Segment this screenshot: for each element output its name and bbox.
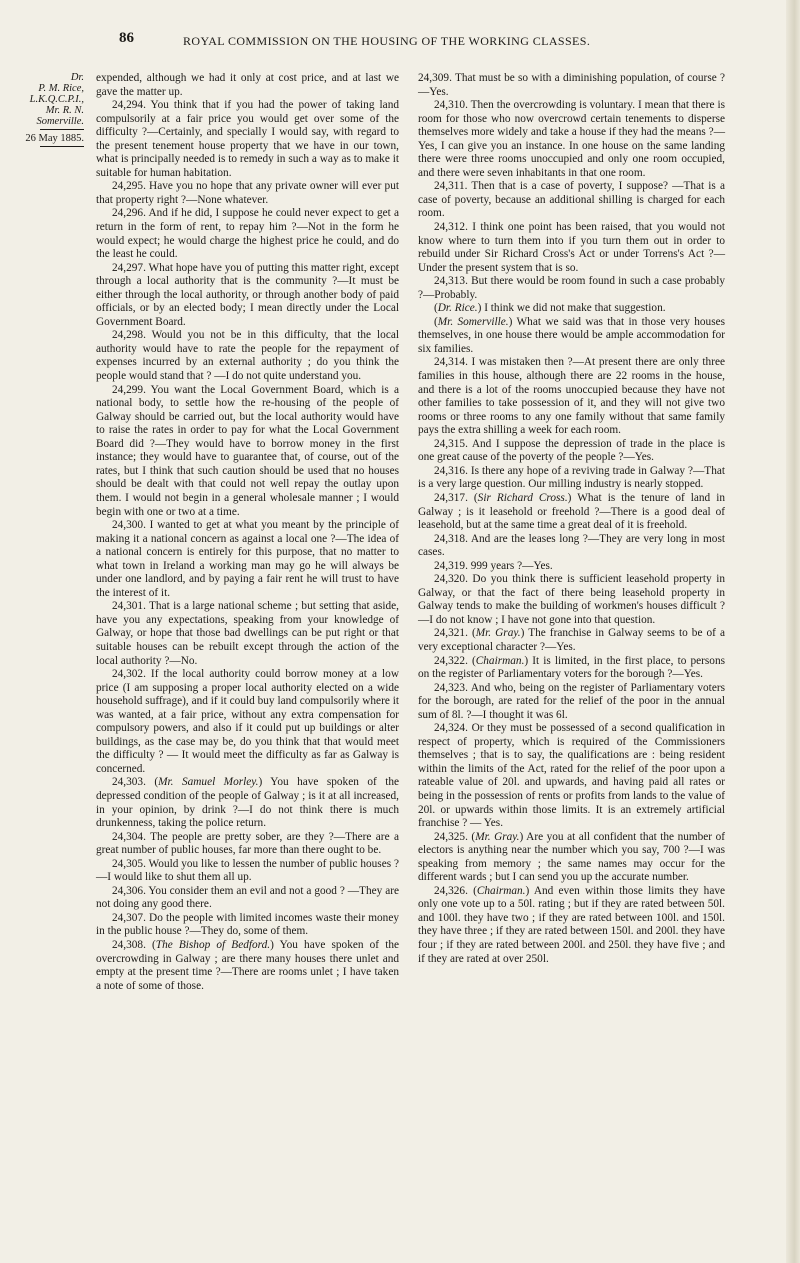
testimony-paragraph: 24,319. 999 years ?—Yes. — [434, 559, 553, 572]
margin-divider — [40, 146, 84, 147]
page-number: 86 — [119, 30, 134, 46]
testimony-paragraph: 24,294. You think that if you had the power of taking land compulsorily at a fair price you would get over some of the difficulty ?—Certainly, and specially I would say, with regard to the present tenement house property that we have in our town, what is principally needed is to remedy in such a way as to make it suitable for human habitation. — [96, 99, 399, 179]
testimony-paragraph: 24,298. Would you not be in this difficulty, that the local authority would have to rate the people for the repayment of expenses incurred by an external authority ; do you think the people would stand that ? —I do not quite understand you. — [96, 329, 399, 383]
testimony-paragraph: 24,300. I wanted to get at what you meant by the principle of making it a national concern as against a local one ?—The idea of a national concern is entirely for this purpose, that no matter to what town in Ireland a working man may go he will always be under one landlord, and by paying a fair rent he will trust to have the interest of it. — [96, 519, 399, 599]
testimony-paragraph: 24,315. And I suppose the depression of trade in the place is one great cause of the poverty of the people ?—Yes. — [418, 437, 725, 464]
speaker-name: The Bishop of Bedford. — [155, 939, 271, 951]
testimony-paragraph: 24,320. Do you think there is sufficient leasehold property in Galway, or that the fact of there being leasehold property in Galway tends to make the building of workmen's houses difficult ?—I do not know ; I have not gone into that question. — [418, 573, 725, 626]
testimony-paragraph: 24,295. Have you no hope that any private owner will ever put that property right ?—None whatever. — [96, 180, 399, 206]
testimony-paragraph: 24,308. (The Bishop of Bedford.) You have spoken of the overcrowding in Galway ; are there many houses there unlet and empty at the present time ?—There are rooms unlet ; I have taken a note of some of those. — [96, 939, 399, 992]
margin-divider — [40, 129, 84, 130]
speaker-name: Mr. Gray. — [475, 830, 520, 843]
speaker-name: Chairman. — [475, 654, 525, 667]
speaker-name: Chairman. — [476, 884, 526, 897]
speaker-name: Mr. Gray. — [475, 627, 521, 640]
witness-line: Somerville. — [36, 116, 84, 127]
witness-line: P. M. Rice, — [38, 83, 84, 94]
testimony-paragraph: 24,312. I think one point has been raised, that you would not know where to turn them into if you turn them out in order to rebuild under Sir Richard Cross's Act or under Torrens's Act ?—Under the present system that is so. — [418, 221, 725, 274]
hearing-date: 26 May 1885. — [25, 133, 84, 144]
testimony-paragraph: 24,310. Then the overcrowding is voluntary. I mean that there is room for those who now overcrowd certain tenements to disperse themselves more widely and take a house if they had the means ?—Yes, I can give you an instance. In one house on the same landing there were three rooms unoccupied and only one room occupied, and there were seven inhabitants in that one room. — [418, 99, 725, 179]
margin-notes — [12, 72, 84, 150]
testimony-paragraph: (Mr. Somerville.) What we said was that in those very houses themselves, in one house there would be ample accommodation for six families. — [418, 315, 725, 355]
testimony-paragraph: 24,306. You consider them an evil and not a good ? —They are not doing any good there. — [96, 884, 399, 911]
testimony-paragraph: 24,307. Do the people with limited incomes waste their money in the public house ?—They do, some of them. — [96, 911, 399, 938]
testimony-paragraph: 24,325. (Mr. Gray.) Are you at all confident that the number of electors is anything near the number which you say, 700 ?—I was speaking from memory ; the same names may occur for the different wards ; but I can send you up the accurate number. — [418, 830, 726, 884]
testimony-paragraph: 24,309. That must be so with a diminishing population, of course ?—Yes. — [418, 72, 725, 98]
testimony-paragraph: 24,305. Would you like to lessen the number of public houses ?—I would like to shut them all up. — [96, 857, 399, 884]
testimony-paragraph: 24,324. Or they must be possessed of a second qualification in respect of property, which is required of the Commissioners themselves ; that is to say, the qualifications are : being resident within the limits of the Act, rated for the relief of the poor upon a rateable value of 20l. and upwards, and having paid all rates or being in the possession of rents or profits from lands to the value of 20l. or upwards within those limits. It is an extremely artificial franchise ? — Yes. — [418, 722, 725, 830]
testimony-paragraph: 24,323. And who, being on the register of Parliamentary voters for the borough, are rated for the relief of the poor in the annual sum of 8l. ?—I thought it was 6l. — [418, 681, 725, 721]
testimony-paragraph: 24,301. That is a large national scheme ; but setting that aside, have you any expectations, speaking from your knowledge of Galway, or hope that those bad dwellings can be put right or that suitable houses can be rebuilt except through the action of the local authority ?—No. — [96, 600, 399, 667]
testimony-paragraph: 24,316. Is there any hope of a reviving trade in Galway ?—That is a very large question. Our milling industry is nearly stopped. — [418, 464, 725, 491]
testimony-paragraph: 24,302. If the local authority could borrow money at a low price (I am supposing a proper local authority elected on a wide household suffrage), and if it could buy land compulsorily where it was wanted, at a fair price, without any extra compensation for compulsory powers, and also if it could put up buildings or alter buildings, as the case may be, do you think that that would meet the difficulty ? — It would meet the difficulty as far as Galway is concerned. — [96, 668, 399, 775]
witness-line: L.K.Q.C.P.I., — [29, 94, 84, 105]
page-edge — [786, 0, 800, 1263]
testimony-paragraph: 24,313. But there would be room found in such a case probably ?—Probably. — [418, 275, 725, 301]
speaker-name: Sir Richard Cross. — [477, 491, 568, 504]
testimony-paragraph: (Dr. Rice.) I think we did not make that suggestion. — [434, 302, 666, 315]
speaker-name: Mr. Somerville. — [437, 315, 509, 328]
testimony-paragraph: 24,322. (Chairman.) It is limited, in the first place, to persons on the register of Parliamentary voters for the borough ?—Yes. — [418, 654, 725, 681]
testimony-paragraph: 24,296. And if he did, I suppose he could never expect to get a return in the form of rent, to repay him ?—Not in the form he would expect; he would charge the highest price he could, and do the least he could. — [96, 207, 399, 261]
testimony-paragraph: 24,314. I was mistaken then ?—At present there are only three families in this house, although there are 22 rooms in the house, and there is a lot of the rooms unoccupied because they have not other families to take possession of it, and they will not give two rooms or three rooms to any one family without that same family pays the extra shilling a week for each room. — [418, 356, 725, 437]
testimony-paragraph: 24,303. (Mr. Samuel Morley.) You have spoken of the depressed condition of the people of Galway ; is it at all increased, in your opinion, by drink ?—I do not think there is much drunkenness, taking the police return. — [96, 776, 399, 830]
speaker-name: Dr. Rice. — [437, 302, 478, 315]
witness-line: Dr. — [70, 72, 84, 83]
running-head: ROYAL COMMISSION ON THE HOUSING OF THE WORKING CLASSES. — [183, 34, 591, 48]
witness-line: Mr. R. N. — [45, 105, 84, 116]
testimony-paragraph: 24,321. (Mr. Gray.) The franchise in Galway seems to be of a very exceptional character ?—Yes. — [418, 627, 725, 653]
testimony-paragraph: expended, although we had it only at cost price, and at last we gave the matter up. — [96, 72, 399, 98]
testimony-paragraph: 24,297. What hope have you of putting this matter right, except through a local authority that is the community ?—It must be either through the local authority, or through another body of paid officials, or by an elected body; I mean directly under the Local Government Board. — [96, 261, 399, 328]
testimony-paragraph: 24,299. You want the Local Government Board, which is a national body, to settle how the re-housing of the people of Galway should be carried out, but the local authority would have to raise the rates in order to pay for what the Local Government Board did ?—They would have to borrow money in the first instance; they would have to guarantee that, of course, out of the rates, but I think that such caution should be used that no houses should be dealt with that could not well repay the outlay upon them. I would not begin in a general wholesale manner ; I would begin with one or two at a time. — [96, 383, 399, 518]
left-column — [96, 72, 399, 993]
testimony-paragraph: 24,326. (Chairman.) And even within those limits they have only one vote up to a 50l. rating ; but if they are rated between 50l. and 100l. they have two ; if they are rated between 100l. and 150l. they have three ; if they are rated between 150l. and 200l. they have four ; if they are rated between 200l. and 250l. they have five ; and if they are rated at over 250l. — [418, 884, 726, 965]
testimony-paragraph: 24,311. Then that is a case of poverty, I suppose? —That is a case of poverty, because an additional shilling is charged for each room. — [418, 180, 725, 220]
right-column — [418, 72, 725, 966]
testimony-paragraph: 24,317. (Sir Richard Cross.) What is the tenure of land in Galway ; is it leasehold or freehold ?—There is a good deal of leasehold, but at the same time a great deal of it is freehold. — [418, 491, 726, 532]
testimony-paragraph: 24,304. The people are pretty sober, are they ?—There are a great number of public houses, far more than there ought to be. — [96, 830, 399, 857]
testimony-paragraph: 24,318. And are the leases long ?—They are very long in most cases. — [418, 532, 725, 559]
speaker-name: Mr. Samuel Morley. — [158, 776, 259, 789]
